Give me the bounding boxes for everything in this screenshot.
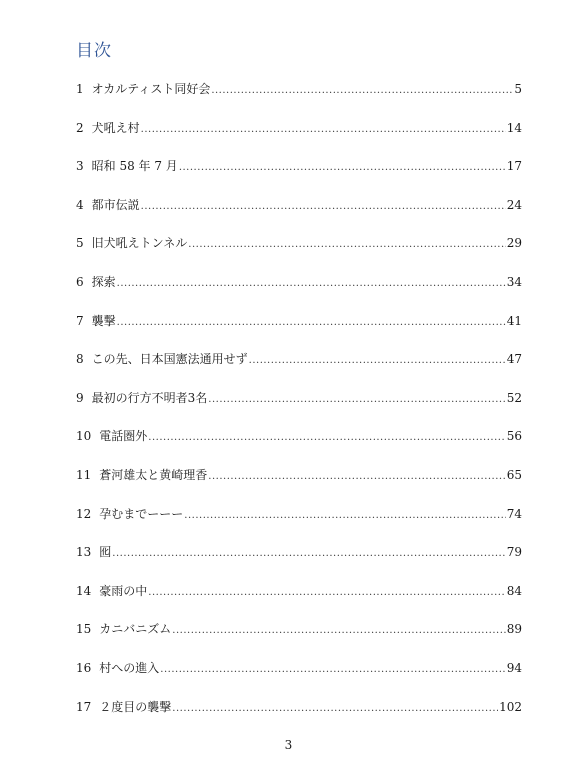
toc-dot-leader xyxy=(188,235,505,255)
toc-entry[interactable] xyxy=(76,272,522,311)
toc-entry-title: 旧犬吼えトンネル xyxy=(91,236,188,251)
toc-entry-title: 孕むまでーーー xyxy=(99,506,184,521)
toc-entry-title: 昭和 58 年 7 月 xyxy=(91,159,178,174)
toc-entry-number: 2 xyxy=(76,120,84,135)
toc-entry[interactable] xyxy=(76,542,522,581)
toc-entry-number: 11 xyxy=(76,467,92,482)
toc-entry-title: 探索 xyxy=(91,274,116,289)
toc-entry-page: 84 xyxy=(506,583,522,598)
toc-dot-leader xyxy=(249,351,506,371)
toc-entry-page: 24 xyxy=(506,197,522,212)
toc-dot-leader xyxy=(172,621,505,641)
toc-entry-title: 電話圏外 xyxy=(99,429,148,444)
toc-entry[interactable] xyxy=(76,118,522,157)
toc-entry-page: 41 xyxy=(506,313,522,328)
toc-entry-number: 4 xyxy=(76,197,84,212)
toc-dot-leader xyxy=(112,544,505,564)
toc-dot-leader xyxy=(141,120,506,140)
toc-entry-page: 74 xyxy=(506,506,522,521)
toc-title: 目次 xyxy=(76,41,112,61)
toc-entry-number: 16 xyxy=(76,660,92,675)
toc-entry[interactable] xyxy=(76,619,522,658)
page-number: 3 xyxy=(284,738,293,752)
toc-entry-title: 蒼河雄太と黄崎理香 xyxy=(99,467,208,482)
toc-dot-leader xyxy=(148,583,505,603)
toc-dot-leader xyxy=(148,428,505,448)
toc-entry-page: 5 xyxy=(514,82,522,96)
toc-entry-number: 12 xyxy=(76,506,92,521)
toc-entry[interactable] xyxy=(76,581,522,620)
toc-entry-number: 1 xyxy=(76,82,84,96)
toc-entry-page: 47 xyxy=(506,352,522,367)
toc-entry[interactable] xyxy=(76,504,522,543)
toc-entry[interactable] xyxy=(76,388,522,427)
toc-entry[interactable] xyxy=(76,195,522,234)
toc-entry-number: 8 xyxy=(76,352,84,367)
toc-entry-page: 79 xyxy=(506,545,522,560)
toc-entry[interactable] xyxy=(76,658,522,697)
toc-entry-title: 豪雨の中 xyxy=(99,583,148,598)
toc-list xyxy=(76,79,522,735)
toc-entry-page: 52 xyxy=(506,390,522,405)
toc-dot-leader xyxy=(160,660,505,680)
toc-entry-title: この先、日本国憲法通用せず xyxy=(91,352,248,367)
toc-entry[interactable] xyxy=(76,697,522,736)
toc-entry-number: 5 xyxy=(76,236,84,251)
toc-entry-page: 56 xyxy=(506,429,522,444)
toc-entry-page: 34 xyxy=(506,274,522,289)
toc-entry-title: 村への進入 xyxy=(99,660,160,675)
toc-dot-leader xyxy=(117,274,506,294)
toc-entry-page: 14 xyxy=(506,120,522,135)
toc-entry-title: 囮 xyxy=(99,545,112,560)
toc-entry-number: 10 xyxy=(76,429,92,444)
toc-dot-leader xyxy=(211,81,513,101)
toc-entry-title: カニバニズム xyxy=(99,622,172,637)
toc-entry-page: 29 xyxy=(506,236,522,251)
toc-dot-leader xyxy=(184,506,505,526)
toc-dot-leader xyxy=(208,390,505,410)
toc-entry-title: ２度目の襲撃 xyxy=(99,699,172,714)
toc-dot-leader xyxy=(179,158,506,178)
toc-entry[interactable] xyxy=(76,349,522,388)
toc-dot-leader xyxy=(172,699,498,719)
toc-entry[interactable] xyxy=(76,311,522,350)
toc-entry-page: 94 xyxy=(506,660,522,675)
toc-entry-number: 14 xyxy=(76,583,92,598)
toc-entry-title: オカルティスト同好会 xyxy=(91,82,211,96)
toc-entry-number: 17 xyxy=(76,699,92,714)
toc-entry-title: 襲撃 xyxy=(91,313,116,328)
toc-entry[interactable] xyxy=(76,465,522,504)
toc-entry-number: 13 xyxy=(76,545,92,560)
toc-dot-leader xyxy=(117,313,506,333)
toc-entry[interactable] xyxy=(76,156,522,195)
toc-entry-page: 89 xyxy=(506,622,522,637)
toc-entry[interactable] xyxy=(76,79,522,118)
toc-entry-page: 65 xyxy=(506,467,522,482)
toc-entry[interactable] xyxy=(76,426,522,465)
toc-entry-number: 15 xyxy=(76,622,92,637)
toc-dot-leader xyxy=(208,467,505,487)
toc-entry-title: 犬吼え村 xyxy=(91,120,140,135)
toc-entry-page: 102 xyxy=(499,699,522,714)
toc-entry-number: 3 xyxy=(76,159,84,174)
toc-dot-leader xyxy=(141,197,506,217)
toc-entry-number: 7 xyxy=(76,313,84,328)
toc-entry-number: 6 xyxy=(76,274,84,289)
toc-entry-number: 9 xyxy=(76,390,84,405)
toc-entry[interactable] xyxy=(76,233,522,272)
toc-entry-page: 17 xyxy=(506,159,522,174)
toc-entry-title: 都市伝説 xyxy=(91,197,140,212)
toc-entry-title: 最初の行方不明者3名 xyxy=(91,390,208,405)
